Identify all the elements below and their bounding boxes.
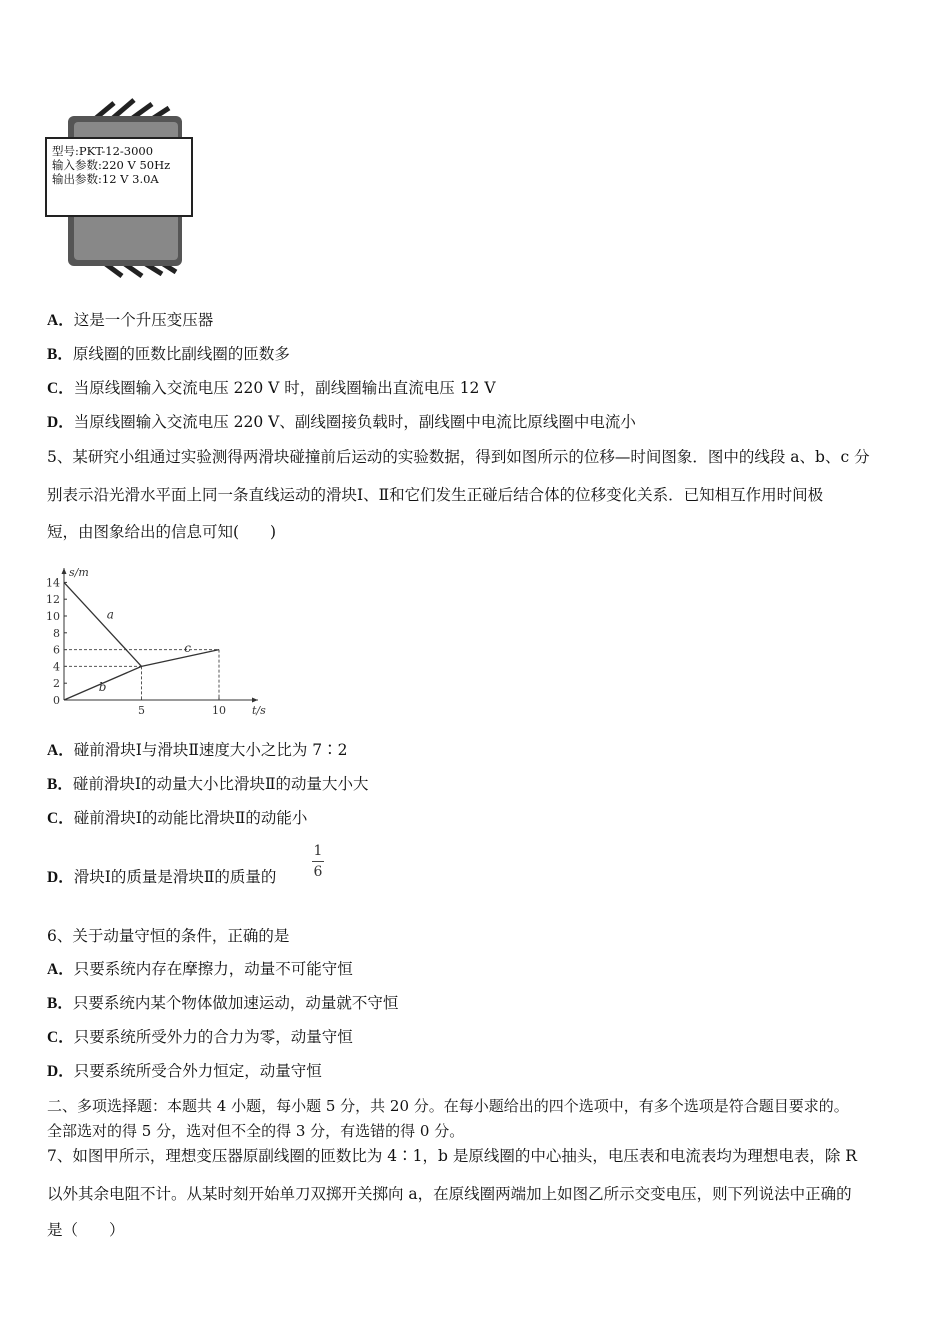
y-tick-label: 8 xyxy=(53,626,60,640)
option-letter: B． xyxy=(47,346,73,363)
series-c-label: c xyxy=(184,641,191,655)
option-text: 原线圈的匝数比副线圈的匝数多 xyxy=(72,345,290,363)
x-tick-label: 10 xyxy=(212,704,226,717)
q4-option-c xyxy=(47,378,496,399)
series-b-label: b xyxy=(98,680,107,695)
x-tick-label: 5 xyxy=(138,704,145,717)
option-text: 当原线圈输入交流电压 220 V 时，副线圈输出直流电压 12 V xyxy=(73,379,496,397)
option-letter: D． xyxy=(47,414,74,431)
displacement-time-graph xyxy=(40,552,270,720)
graph-guides xyxy=(64,650,219,700)
y-tick-label: 0 xyxy=(53,694,60,707)
q5-stem-line-3: 短，由图象给出的信息可知( ) xyxy=(47,523,277,541)
option-text: 当原线圈输入交流电压 220 V、副线圈接负载时，副线圈中电流比原线圈中电流小 xyxy=(73,413,636,431)
series-a-label: a xyxy=(106,607,114,622)
q6-option-d xyxy=(47,1061,322,1082)
q7-stem-line-2: 以外其余电阻不计。从某时刻开始单刀双掷开关掷向 a，在原线圈两端加上如图乙所示交变电压，则下列说法中正确的 xyxy=(47,1185,852,1203)
q6-option-b xyxy=(47,993,398,1014)
q4-option-b xyxy=(47,344,290,365)
section-2-heading-line-1: 二、多项选择题：本题共 4 小题，每小题 5 分，共 20 分。在每小题给出的四个选项中，有多个选项是符合题目要求的。 xyxy=(47,1097,849,1115)
y-axis-arrow xyxy=(62,568,67,574)
q4-option-a xyxy=(47,310,213,331)
graph-labels xyxy=(46,566,266,717)
q4-option-d xyxy=(47,412,636,433)
fraction-numerator: 1 xyxy=(313,843,323,859)
option-text: 碰前滑块Ⅰ与滑块Ⅱ速度大小之比为 7∶2 xyxy=(73,741,348,759)
y-tick-label: 6 xyxy=(53,643,60,657)
series-a-line xyxy=(64,582,142,666)
transformer-image xyxy=(44,98,194,278)
y-tick-label: 12 xyxy=(46,593,60,607)
option-letter: C． xyxy=(47,1029,74,1046)
q5-option-c xyxy=(47,808,307,829)
q5-stem-line-2: 别表示沿光滑水平面上同一条直线运动的滑块Ⅰ、Ⅱ和它们发生正碰后结合体的位移变化关系．已知相互作用时间极 xyxy=(47,486,824,504)
series-c-line xyxy=(142,650,220,667)
fraction-denominator: 6 xyxy=(313,864,323,880)
q7-stem-line-1: 7、如图甲所示，理想变压器原副线圈的匝数比为 4∶1，b 是原线圈的中心抽头，电压表和电流表均为理想电表，除 R xyxy=(47,1147,857,1165)
option-text: 只要系统内某个物体做加速运动，动量就不守恒 xyxy=(72,994,399,1012)
q5-option-b xyxy=(47,774,369,795)
transformer-label-line-1: 型号:PKT-12-3000 xyxy=(52,144,154,158)
q5-option-a xyxy=(47,740,348,761)
q6-option-a xyxy=(47,959,353,980)
option-text: 只要系统所受外力的合力为零，动量守恒 xyxy=(73,1028,353,1046)
q6-option-c xyxy=(47,1027,353,1048)
option-text: 滑块Ⅰ的质量是滑块Ⅱ的质量的 xyxy=(73,868,277,886)
option-letter: D． xyxy=(47,869,74,886)
q5-option-d xyxy=(47,867,276,888)
transformer-label-line-2: 输入参数:220 V 50Hz xyxy=(52,158,171,172)
option-letter: C． xyxy=(47,810,74,827)
q7-stem-line-3: 是（ ） xyxy=(47,1221,125,1239)
option-text: 这是一个升压变压器 xyxy=(73,311,214,329)
x-axis-arrow xyxy=(252,698,258,703)
y-tick-label: 14 xyxy=(46,576,60,590)
option-text: 只要系统所受合外力恒定，动量守恒 xyxy=(73,1062,322,1080)
option-text: 只要系统内存在摩擦力，动量不可能守恒 xyxy=(73,960,353,978)
fraction-bar xyxy=(312,861,324,862)
option-letter: B． xyxy=(47,776,73,793)
option-letter: D． xyxy=(47,1063,74,1080)
section-2-heading-line-2: 全部选对的得 5 分，选对但不全的得 3 分，有选错的得 0 分。 xyxy=(47,1122,465,1140)
y-tick-label: 2 xyxy=(53,677,60,691)
option-letter: A． xyxy=(47,312,74,329)
q6-stem: 6、关于动量守恒的条件，正确的是 xyxy=(47,927,290,945)
y-tick-label: 4 xyxy=(53,660,60,674)
option-text: 碰前滑块Ⅰ的动量大小比滑块Ⅱ的动量大小大 xyxy=(72,775,369,793)
option-text: 碰前滑块Ⅰ的动能比滑块Ⅱ的动能小 xyxy=(73,809,308,827)
y-axis-label: s/m xyxy=(69,566,89,579)
option-letter: B． xyxy=(47,995,73,1012)
x-axis-label: t/s xyxy=(252,704,266,717)
option-letter: A． xyxy=(47,742,74,759)
q5-stem-line-1: 5、某研究小组通过实验测得两滑块碰撞前后运动的实验数据，得到如图所示的位移—时间图象．图中的线段 a、b、c 分 xyxy=(47,448,870,466)
y-tick-label: 10 xyxy=(46,610,60,623)
option-letter: A． xyxy=(47,961,74,978)
graph-axes xyxy=(62,568,259,703)
fraction-one-sixth xyxy=(310,842,326,881)
option-letter: C． xyxy=(47,380,74,397)
transformer-label-line-3: 输出参数:12 V 3.0A xyxy=(52,172,159,186)
